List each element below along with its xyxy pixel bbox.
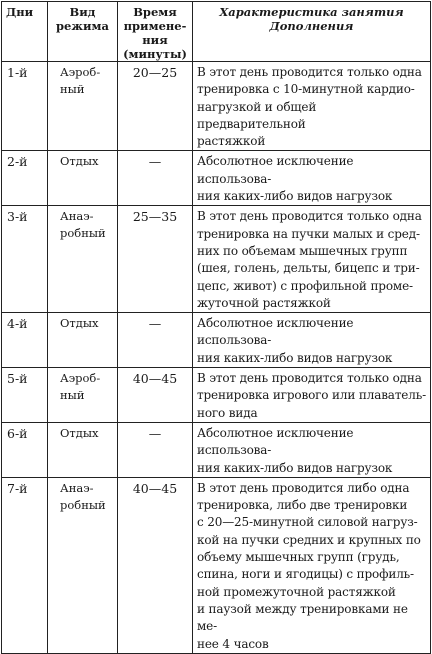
time-cell — [118, 206, 193, 313]
day-text: 3-й — [7, 209, 28, 225]
description-cell — [193, 477, 431, 653]
day-cell — [2, 206, 48, 313]
mode-text: Аэроб- ный — [60, 65, 101, 96]
time-text: 25—35 — [132, 209, 178, 225]
time-text: 40—45 — [132, 371, 178, 387]
time-cell — [118, 62, 193, 151]
mode-text: Анаэ- робный — [60, 209, 106, 241]
table-row — [2, 313, 431, 368]
weekly-training-table — [1, 1, 431, 654]
mode-cell — [48, 368, 118, 423]
mode-cell — [48, 477, 118, 653]
mode-text: Аэроб- ный — [60, 371, 101, 403]
header-description-label: Характеристика занятия Дополнения — [219, 5, 404, 33]
time-cell — [118, 313, 193, 368]
mode-cell — [48, 422, 118, 477]
header-description — [193, 2, 431, 62]
day-text: 4-й — [7, 316, 28, 332]
header-time — [118, 2, 193, 62]
time-text: — — [148, 425, 162, 441]
table-row — [2, 151, 431, 206]
day-text: 6-й — [7, 425, 28, 441]
day-cell — [2, 313, 48, 368]
day-text: 7-й — [7, 480, 28, 496]
mode-text: Отдых — [60, 154, 99, 169]
description-text: Абсолютное исключение использова- ния каких-либо видов нагрузок — [197, 154, 393, 204]
time-cell — [118, 477, 193, 653]
day-cell — [2, 62, 48, 151]
description-text: Абсолютное исключение использова- ния каких-либо видов нагрузок — [197, 425, 393, 475]
description-text: В этот день проводится только одна тренировка с 10-минутной кардио- нагрузкой и общей предварительной растяжкой — [197, 65, 422, 149]
table-row — [2, 422, 431, 477]
table-row — [2, 477, 431, 653]
day-cell — [2, 151, 48, 206]
day-cell — [2, 368, 48, 423]
table-row — [2, 368, 431, 423]
mode-cell — [48, 206, 118, 313]
description-cell — [193, 368, 431, 423]
header-days-label: Дни — [6, 5, 34, 19]
mode-text: Отдых — [60, 316, 99, 331]
day-text: 5-й — [7, 371, 28, 387]
description-cell — [193, 151, 431, 206]
header-days — [2, 2, 48, 62]
mode-text: Анаэ- робный — [60, 480, 106, 512]
time-text: 20—25 — [132, 65, 178, 80]
time-text: — — [148, 154, 162, 170]
mode-cell — [48, 313, 118, 368]
time-text: 40—45 — [132, 480, 178, 496]
description-cell — [193, 313, 431, 368]
mode-cell — [48, 151, 118, 206]
table-row — [2, 62, 431, 151]
description-text: В этот день проводится только одна тренировка игрового или плаватель- ного вида — [197, 371, 427, 420]
mode-text: Отдых — [60, 425, 99, 440]
day-cell — [2, 477, 48, 653]
description-cell — [193, 422, 431, 477]
time-cell — [118, 151, 193, 206]
day-text: 1-й — [7, 65, 28, 80]
day-cell — [2, 422, 48, 477]
header-time-label: Время примене- ния (минуты) — [123, 5, 187, 61]
description-text: Абсолютное исключение использова- ния каких-либо видов нагрузок — [197, 316, 393, 365]
mode-cell — [48, 62, 118, 151]
description-text: В этот день проводится только одна тренировка на пучки малых и сред- них по объемам мышечных групп (шея, голень, дельты, бицепс и три- цепс, живот) с профильной проме- жуточной растяжкой — [197, 209, 422, 310]
day-text: 2-й — [7, 154, 28, 170]
time-cell — [118, 422, 193, 477]
description-cell — [193, 206, 431, 313]
header-mode — [48, 2, 118, 62]
table-row — [2, 206, 431, 313]
description-cell — [193, 62, 431, 151]
time-text: — — [148, 316, 162, 332]
description-text: В этот день проводится либо одна тренировка, либо две тренировки с 20—25-минутной силовой нагруз- кой на пучки средних и крупных по объему мышечных групп (грудь, спина, ноги и ягодицы) с профиль- ной промежуточной растяжкой и паузой между тренировками не ме- нее 4 часов — [197, 480, 421, 651]
time-cell — [118, 368, 193, 423]
header-mode-label: Вид режима — [56, 5, 109, 33]
table-header-row — [2, 2, 431, 62]
